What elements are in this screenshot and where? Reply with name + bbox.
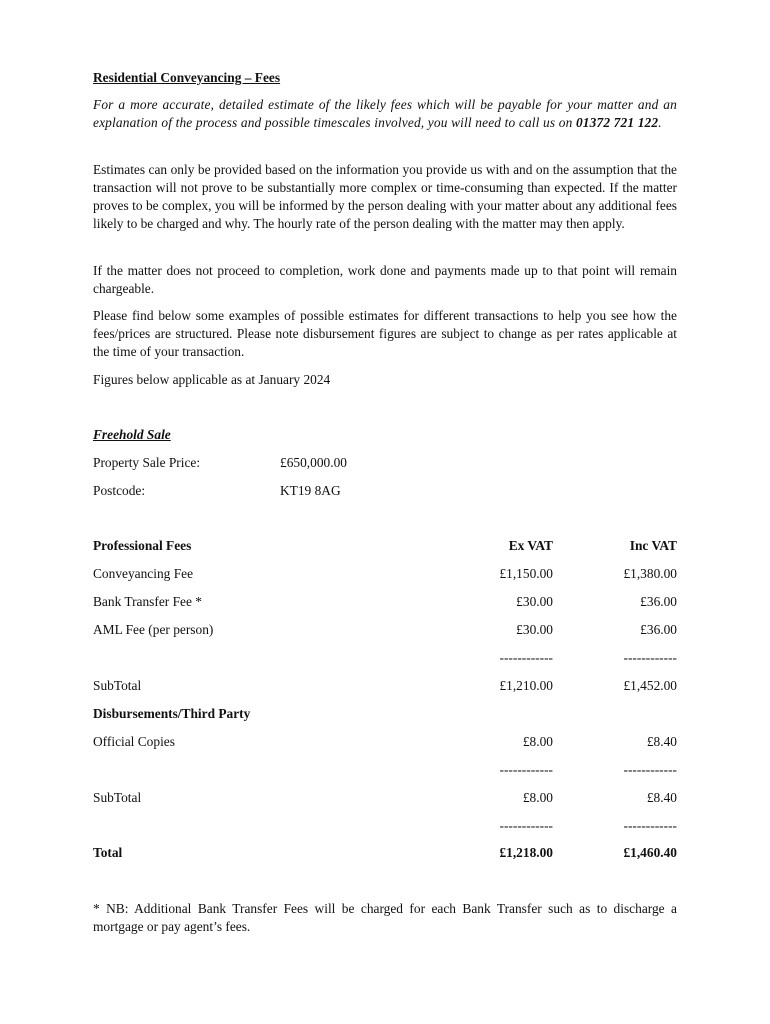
total-row <box>93 845 677 865</box>
intro-paragraph <box>93 96 677 132</box>
sale-price-label: Property Sale Price: <box>93 455 201 470</box>
subtotal-label: SubTotal <box>93 678 142 693</box>
footnote: * NB: Additional Bank Transfer Fees will be charged for each Bank Transfer such as to discharge a mortgage or pay agent’s fees. <box>93 901 677 934</box>
subtotal-inc-vat: £8.40 <box>646 790 677 805</box>
disbursements-heading-row <box>93 706 677 726</box>
table-row <box>93 622 677 642</box>
official-copies-label: Official Copies <box>93 734 175 749</box>
official-copies-ex-vat: £8.00 <box>522 734 553 749</box>
total-label: Total <box>93 845 123 860</box>
table-row <box>93 594 677 614</box>
divider-ex: ------------ <box>499 818 553 833</box>
fee-ex-vat: £30.00 <box>516 622 553 637</box>
completion-paragraph: If the matter does not proceed to completion, work done and payments made up to that point will remain chargeable. <box>93 263 677 296</box>
phone-number: 01372 721 122 <box>575 115 659 130</box>
examples-paragraph: Please find below some examples of possible estimates for different transactions to help you see how the fees/prices are structured. Please note disbursement figures are subject to change as per rates applicable at the time of your transaction. <box>93 308 677 359</box>
professional-fees-heading: Professional Fees <box>93 538 192 553</box>
fee-ex-vat: £30.00 <box>516 594 553 609</box>
subtotal-row <box>93 678 677 698</box>
divider-row <box>93 762 677 782</box>
divider-ex: ------------ <box>499 650 553 665</box>
postcode-label: Postcode: <box>93 483 146 498</box>
inc-vat-header: Inc VAT <box>629 538 677 553</box>
table-header-row <box>93 538 677 558</box>
subtotal-inc-vat: £1,452.00 <box>623 678 677 693</box>
subtotal-ex-vat: £8.00 <box>522 790 553 805</box>
section-heading: Freehold Sale <box>93 427 171 442</box>
total-ex-vat: £1,218.00 <box>499 845 553 860</box>
official-copies-inc-vat: £8.40 <box>646 734 677 749</box>
document-title: Residential Conveyancing – Fees <box>93 70 281 85</box>
intro-text-end: . <box>658 115 662 130</box>
divider-inc: ------------ <box>623 762 677 777</box>
divider-row <box>93 650 677 670</box>
table-row <box>93 566 677 586</box>
applicable-date-paragraph: Figures below applicable as at January 2024 <box>93 372 331 387</box>
divider-inc: ------------ <box>623 650 677 665</box>
fee-inc-vat: £36.00 <box>640 622 677 637</box>
fee-ex-vat: £1,150.00 <box>499 566 553 581</box>
subtotal-label: SubTotal <box>93 790 142 805</box>
ex-vat-header: Ex VAT <box>508 538 553 553</box>
disbursements-heading: Disbursements/Third Party <box>93 706 251 721</box>
divider-ex: ------------ <box>499 762 553 777</box>
table-row <box>93 734 677 754</box>
postcode-value: KT19 8AG <box>280 483 341 498</box>
fee-label: Conveyancing Fee <box>93 566 194 581</box>
subtotal-ex-vat: £1,210.00 <box>499 678 553 693</box>
fee-label: Bank Transfer Fee * <box>93 594 202 609</box>
intro-text: For a more accurate, detailed estimate of the likely fees which will be payable for your matter and an explanation of the process and possible timescales involved, you will need to call us on <box>93 97 677 130</box>
estimate-paragraph: Estimates can only be provided based on the information you provide us with and on the assumption that the transaction will not prove to be substantially more complex or time-consuming than expected. If the matter proves to be complex, you will be informed by the person dealing with your matter about any additional fees likely to be charged and why. The hourly rate of the person dealing with the matter may then apply. <box>93 162 677 231</box>
fee-inc-vat: £1,380.00 <box>623 566 677 581</box>
subtotal-row <box>93 790 677 810</box>
divider-inc: ------------ <box>623 818 677 833</box>
fee-inc-vat: £36.00 <box>640 594 677 609</box>
divider-row <box>93 818 677 838</box>
sale-price-value: £650,000.00 <box>280 455 347 470</box>
total-inc-vat: £1,460.40 <box>623 845 677 860</box>
fee-label: AML Fee (per person) <box>93 622 214 637</box>
